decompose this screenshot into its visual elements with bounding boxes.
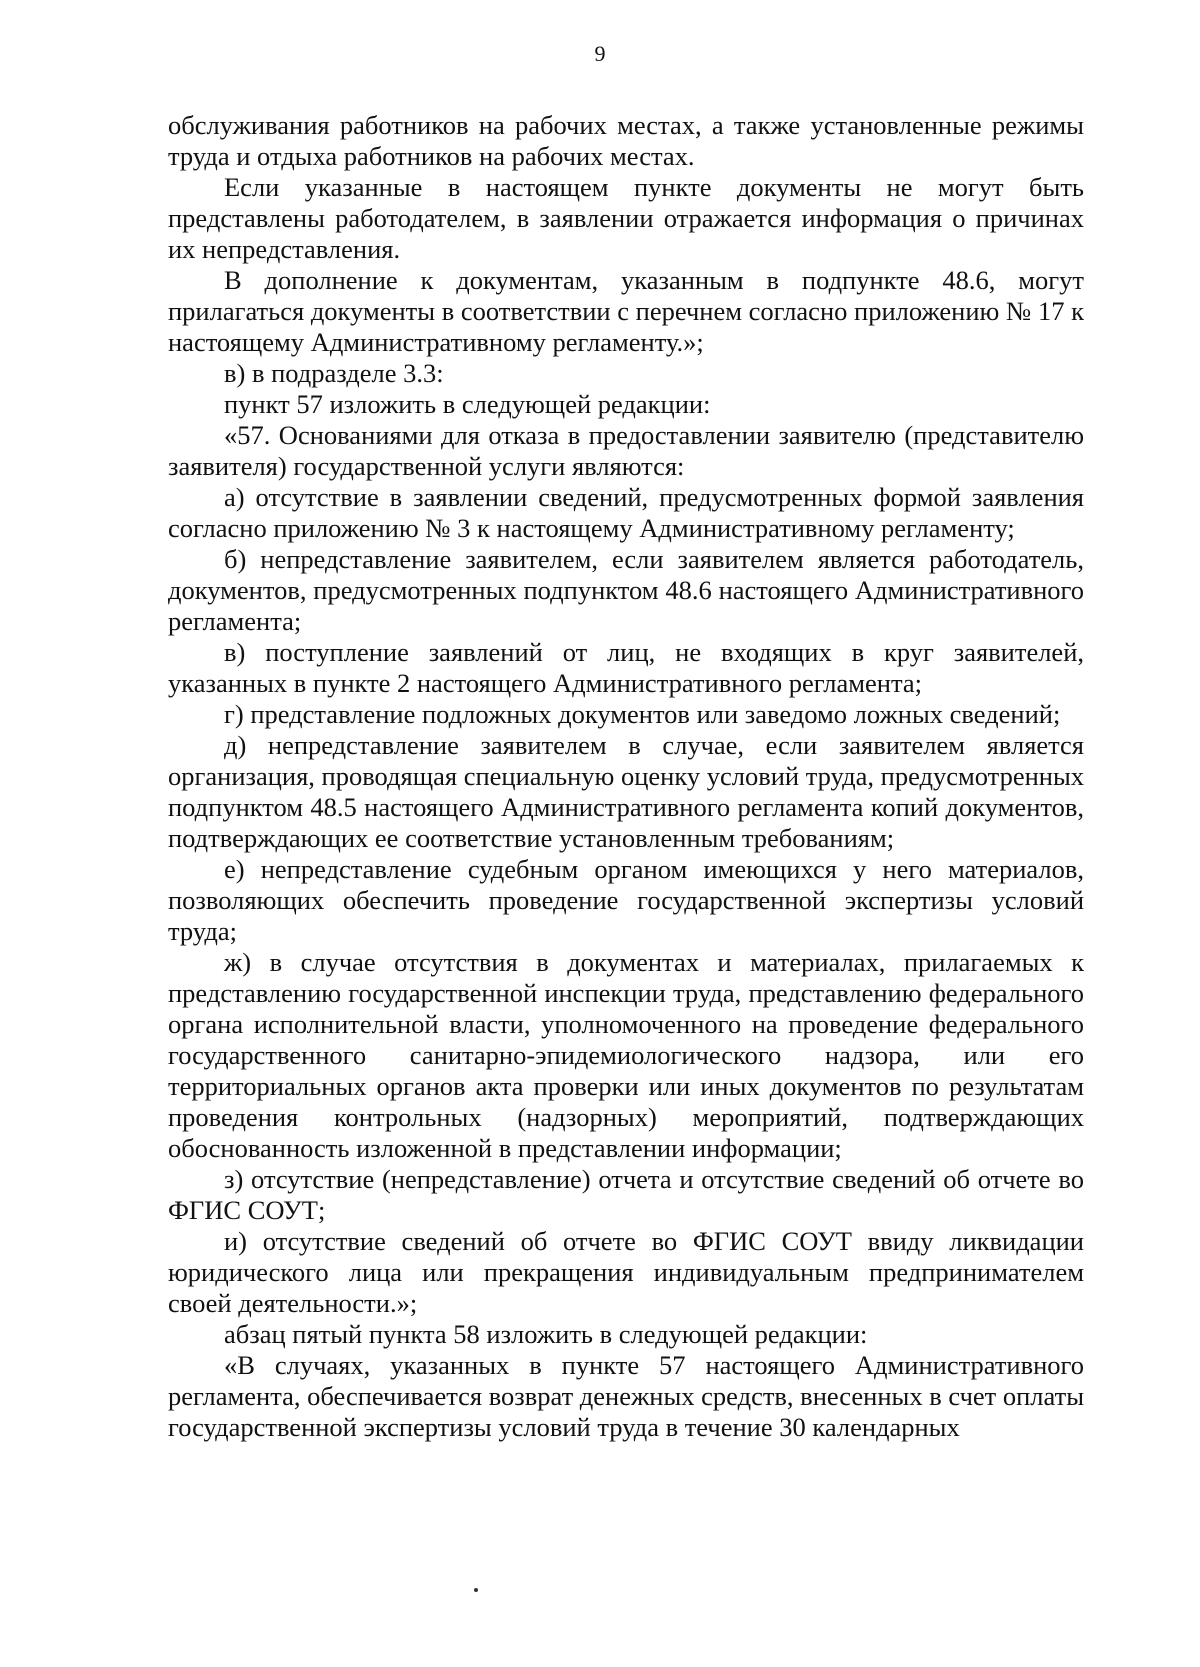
paragraph: В дополнение к документам, указанным в подпункте 48.6, могут прилагаться документы в соответствии с перечнем согласно приложению № 17 к настоящему Административному регламенту.»; <box>168 265 1084 357</box>
list-item: е) непредставление судебным органом имеющихся у него материалов, позволяющих обеспечить проведение государственной экспертизы условий труда; <box>168 854 1084 946</box>
list-item: г) представление подложных документов или заведомо ложных сведений; <box>224 699 1061 729</box>
page-number: 9 <box>594 41 606 66</box>
list-item: з) отсутствие (непредставление) отчета и отсутствие сведений об отчете во ФГИС СОУТ; <box>168 1164 1084 1225</box>
list-item: ж) в случае отсутствия в документах и материалах, прилагаемых к представлению государственной инспекции труда, представлению федерального органа исполнительной власти, уполномоченного на проведение федерального государственного санитарно-эпидемиологического надзора, или его территориальных органов акта проверки или иных документов по результатам проведения контрольных (надзорных) мероприятий, подтверждающих обоснованность изложенной в представлении информации; <box>168 947 1084 1163</box>
paragraph: Если указанные в настоящем пункте документы не могут быть представлены работодателем, в заявлении отражается информация о причинах их непредставления. <box>168 172 1084 264</box>
document-body <box>168 110 1084 1443</box>
list-item: и) отсутствие сведений об отчете во ФГИС СОУТ ввиду ликвидации юридического лица или прекращения индивидуальным предпринимателем своей деятельности.»; <box>168 1226 1084 1318</box>
paragraph: в) в подразделе 3.3: <box>224 358 444 388</box>
paragraph-continuation: обслуживания работников на рабочих местах, а также установленные режимы труда и отдыха работников на рабочих местах. <box>168 110 1084 171</box>
list-item: б) непредставление заявителем, если заявителем является работодатель, документов, предусмотренных подпунктом 48.6 настоящего Административного регламента; <box>168 544 1084 636</box>
list-item: в) поступление заявлений от лиц, не входящих в круг заявителей, указанных в пункте 2 настоящего Административного регламента; <box>168 637 1084 698</box>
scan-speck <box>474 1588 478 1592</box>
list-item: д) непредставление заявителем в случае, если заявителем является организация, проводящая специальную оценку условий труда, предусмотренных подпунктом 48.5 настоящего Административного регламента копий документов, подтверждающих ее соответствие установленным требованиям; <box>168 730 1084 853</box>
paragraph: «В случаях, указанных в пункте 57 настоящего Административного регламента, обеспечивается возврат денежных средств, внесенных в счет оплаты государственной экспертизы условий труда в течение 30 календарных <box>168 1350 1084 1442</box>
list-item: а) отсутствие в заявлении сведений, предусмотренных формой заявления согласно приложению № 3 к настоящему Административному регламенту; <box>168 482 1084 543</box>
paragraph: пункт 57 изложить в следующей редакции: <box>224 389 711 419</box>
paragraph: абзац пятый пункта 58 изложить в следующей редакции: <box>224 1319 868 1349</box>
paragraph: «57. Основаниями для отказа в предоставлении заявителю (представителю заявителя) государственной услуги являются: <box>168 420 1084 481</box>
